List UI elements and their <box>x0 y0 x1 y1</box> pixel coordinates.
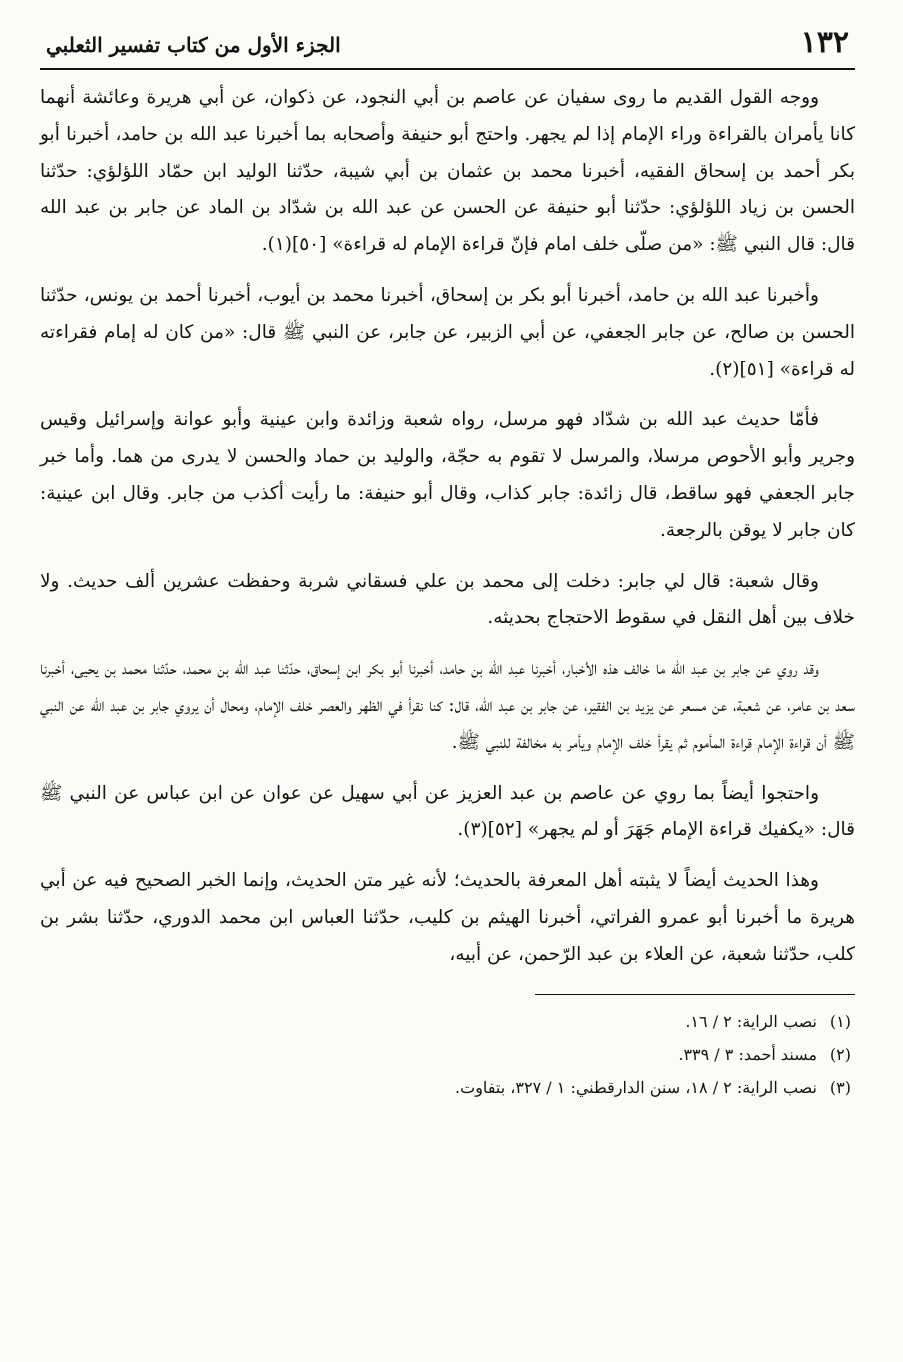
footnote-number: (٣) <box>829 1077 851 1097</box>
paragraph: واحتجوا أيضاً بما روي عن عاصم بن عبد العزيز عن أبي سهيل عن عوان عن ابن عباس عن النبي ﷺ قال: «يكفيك قراءة الإمام جَهَرَ أو لم يجهر» [٥٢](٣). <box>40 782 855 841</box>
page-number: ١٣٢ <box>800 25 849 60</box>
footnote-number: (٢) <box>829 1044 851 1064</box>
paragraph: فأمّا حديث عبد الله بن شدّاد فهو مرسل، رواه شعبة وزائدة وابن عينية وأبو عوانة وإسرائيل وقيس وجرير وأبو الأحوص مرسلا، والمرسل لا تقوم به حجّة، والوليد بن حماد والحسن لا يدرى من هما. وأما خبر جابر الجعفي فهو ساقط، قال زائدة: جابر كذاب، وقال أبو حنيفة: ما رأيت أكذب من جابر. وقال ابن عينية: كان جابر لا يوقن بالرجعة. <box>40 409 855 541</box>
paragraph: وهذا الحديث أيضاً لا يثبته أهل المعرفة بالحديث؛ لأنه غير متن الحديث، وإنما الخبر الصحيح فيه عن أبي هريرة ما أخبرنا أبو عمرو الفراتي، أخبرنا الهيثم بن كليب، حدّثنا العباس ابن محمد الدوري، حدّثنا بشر بن كلب، حدّثنا شعبة، عن العلاء بن عبد الرّحمن، عن أبيه، <box>40 870 855 965</box>
main-text <box>40 80 855 974</box>
header-rule <box>40 68 855 70</box>
footnote <box>40 1005 855 1038</box>
footnote <box>40 1038 855 1071</box>
footnote-separator <box>535 994 855 995</box>
footnote-number: (١) <box>829 1011 851 1031</box>
footnote-text: نصب الراية: ٢ / ١٦. <box>685 1011 817 1031</box>
footnote <box>40 1071 855 1104</box>
paragraph: ووجه القول القديم ما روى سفيان عن عاصم بن أبي النجود، عن ذكوان، عن أبي هريرة وعائشة أنهما كانا يأمران بالقراءة وراء الإمام إذا لم يجهر. واحتج أبو حنيفة وأصحابه بما أخبرنا عبد الله بن حامد، أخبرنا أبو بكر أحمد بن إسحاق الفقيه، أخبرنا محمد بن عثمان بن أبي شيبة، حدّثنا الوليد ابن حمّاد اللؤلؤي: حدّثنا الحسن بن زياد اللؤلؤي: حدّثنا أبو حنيفة عن الحسن عن عبد الله بن شدّاد بن الماد عن جابر بن عبد الله قال: قال النبي ﷺ: «من صلّى خلف امام فإنّ قراءة الإمام له قراءة» [٥٠](١). <box>40 87 855 256</box>
paragraph: وقال شعبة: قال لي جابر: دخلت إلى محمد بن علي فسقاني شربة وحفظت عشرين ألف حديث. ولا خلاف بين أهل النقل في سقوط الاحتجاج بحديثه. <box>40 570 855 629</box>
footnote-text: نصب الراية: ٢ / ١٨، سنن الدارقطني: ١ / ٣٢٧، بتفاوت. <box>455 1077 817 1097</box>
page-header <box>40 22 855 62</box>
paragraph: وأخبرنا عبد الله بن حامد، أخبرنا أبو بكر بن إسحاق، أخبرنا محمد بن أيوب، أخبرنا أحمد بن يونس، حدّثنا الحسن بن صالح، عن جابر الجعفي، عن أبي الزبير، عن جابر، عن النبي ﷺ قال: «من كان له إمام فقراءته له قراءة» [٥١](٢). <box>40 284 855 380</box>
footnote-text: مسند أحمد: ٣ / ٣٣٩. <box>678 1044 817 1064</box>
footnotes <box>40 1005 855 1104</box>
paragraph: وقد روي عن جابر بن عبد الله ما خالف هذه الأخبار، أخبرنا عبد الله بن حامد، أخبرنا أبو بكر ابن إسحاق، حدّثنا عبد الله بن محمد، حدّثنا محمد بن يحيى، أخبرنا سعد بن عامر، عن شعبة، عن مسعر عن يزيد بن الفقير، عن جابر بن عبد الله، قال: كنا نقرأ في الظهر والعصر خلف الإمام، ومحال أن يروي جابر بن عبد الله عن النبي ﷺ أن قراءة الإمام قراءة المأموم ثم يقرأ خلف الإمام ويأمر به مخالفة للنبي ﷺ. <box>40 658 855 753</box>
running-title: الجزء الأول من كتاب تفسير الثعلبي <box>46 33 341 57</box>
